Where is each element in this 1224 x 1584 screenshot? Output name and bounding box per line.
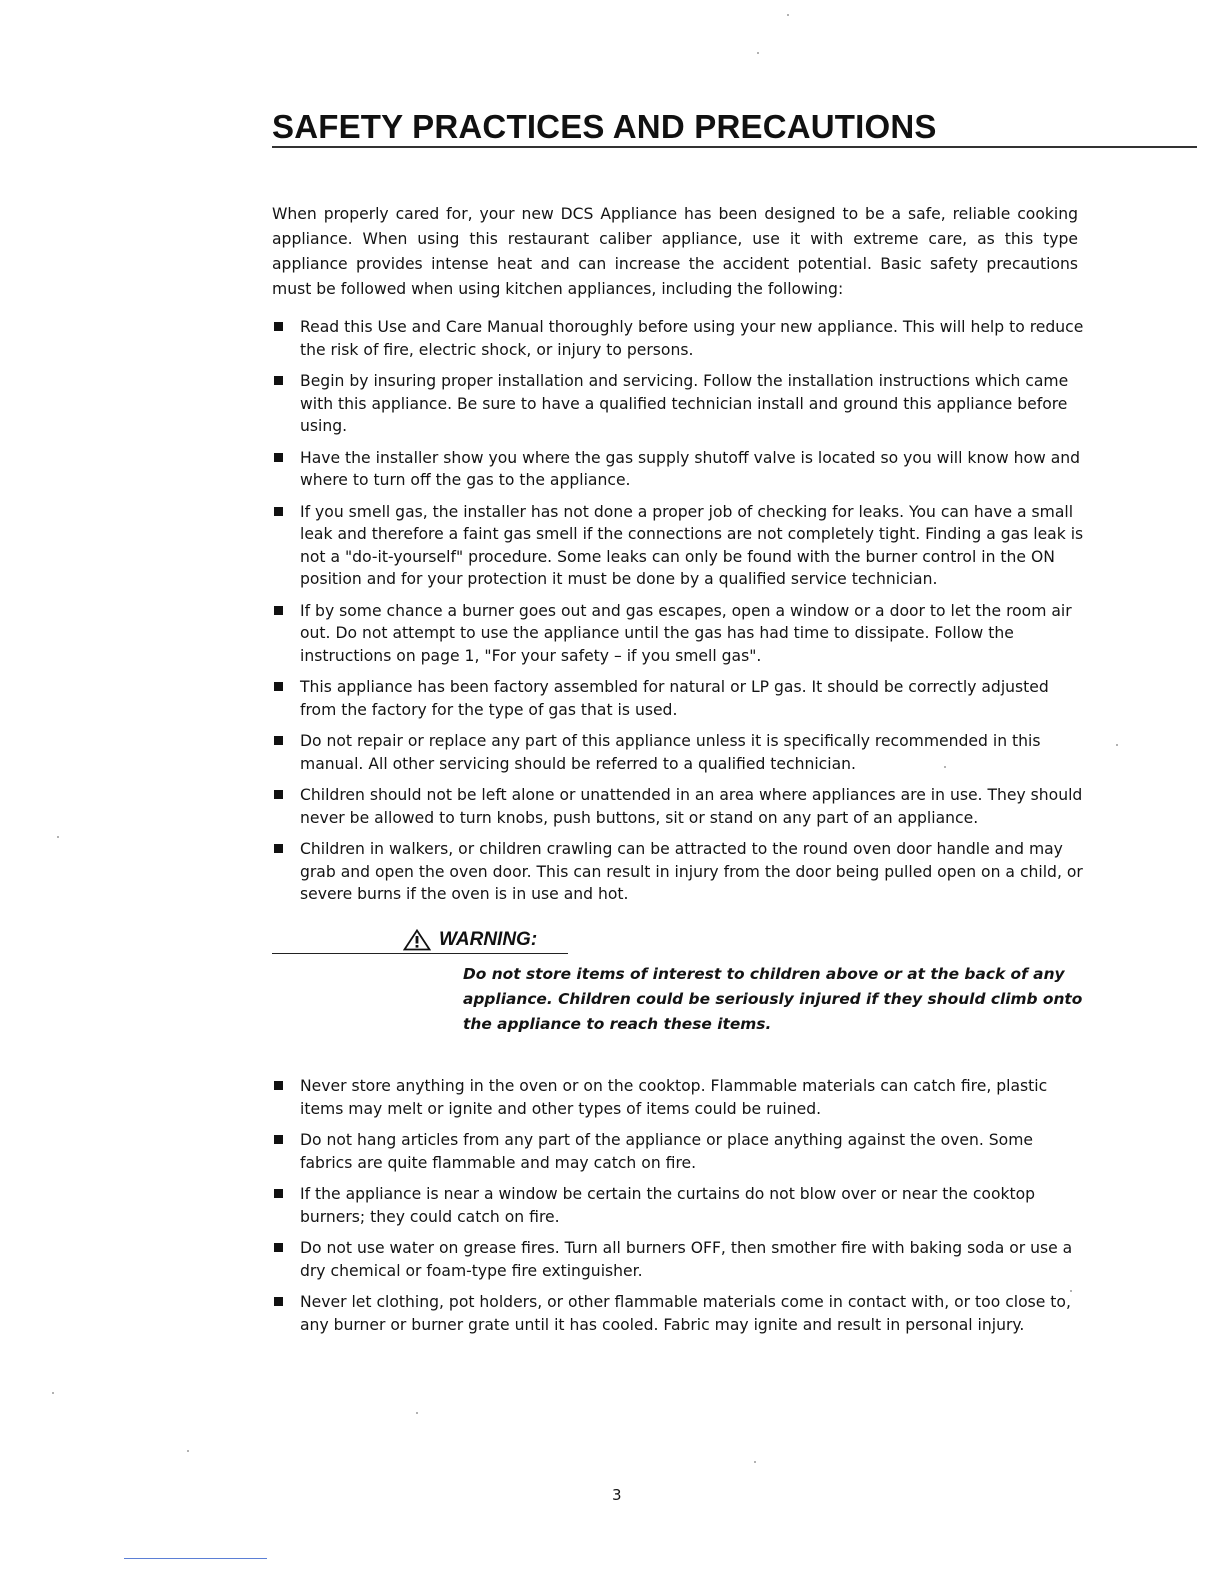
warning-underline — [272, 953, 568, 954]
square-bullet-icon — [274, 1297, 283, 1306]
square-bullet-icon — [274, 844, 283, 853]
square-bullet-icon — [274, 507, 283, 516]
list-item — [272, 1291, 1087, 1336]
list-item — [272, 501, 1087, 591]
scan-speck — [757, 52, 759, 54]
intro-paragraph: When properly cared for, your new DCS Appliance has been designed to be a safe, reliable cooking appliance. When using this restaurant caliber appliance, use it with extreme care, as this type appliance provides intense heat and can increase the accident potential. Basic safety precautions must be followed when using kitchen appliances, including the following: — [272, 205, 1078, 298]
scan-speck — [1070, 1290, 1072, 1292]
square-bullet-icon — [274, 376, 283, 385]
list-item-text: Do not use water on grease fires. Turn all burners OFF, then smother fire with baking soda or use a dry chemical or foam-type fire extinguisher. — [300, 1239, 1073, 1280]
list-item-text: If by some chance a burner goes out and gas escapes, open a window or a door to let the room air out. Do not attempt to use the appliance until the gas has had time to dissipate. Follow the instructions on page 1, "For your safety – if you smell gas". — [300, 601, 1072, 665]
list-item — [272, 600, 1087, 668]
warning-triangle-icon — [403, 929, 431, 951]
list-item — [272, 1183, 1087, 1228]
list-item-text: Never store anything in the oven or on the cooktop. Flammable materials can catch fire, plastic items may melt or ignite and other types of items could be ruined. — [300, 1077, 1048, 1118]
square-bullet-icon — [274, 1189, 283, 1198]
square-bullet-icon — [274, 736, 283, 745]
warning-text: Do not store items of interest to children above or at the back of any appliance. Children could be seriously injured if they should climb onto the appliance to reach these items. — [463, 965, 1083, 1033]
list-item — [272, 838, 1087, 906]
square-bullet-icon — [274, 1081, 283, 1090]
list-item — [272, 370, 1087, 438]
square-bullet-icon — [274, 790, 283, 799]
list-item-text: Have the installer show you where the gas supply shutoff valve is located so you will know how and where to turn off the gas to the appliance. — [300, 448, 1081, 489]
warning-heading-text: WARNING: — [439, 929, 538, 950]
list-item — [272, 784, 1087, 829]
square-bullet-icon — [274, 453, 283, 462]
square-bullet-icon — [274, 322, 283, 331]
scan-speck — [1116, 744, 1118, 746]
list-item — [272, 676, 1087, 721]
list-item-text: Read this Use and Care Manual thoroughly before using your new appliance. This will help to reduce the risk of fire, electric shock, or injury to persons. — [300, 318, 1084, 359]
list-item — [272, 1129, 1087, 1174]
fire-precautions-list — [272, 1075, 1087, 1345]
page-number: 3 — [612, 1486, 622, 1504]
scan-speck — [416, 1412, 418, 1414]
list-item-text: Never let clothing, pot holders, or other flammable materials come in contact with, or too close to, any burner or burner grate until it has cooled. Fabric may ignite and result in personal injury. — [300, 1293, 1071, 1334]
scan-speck — [187, 1450, 189, 1452]
list-item — [272, 1075, 1087, 1120]
square-bullet-icon — [274, 682, 283, 691]
list-item-text: Children should not be left alone or unattended in an area where appliances are in use. They should never be allowed to turn knobs, push buttons, sit or stand on any part of an appliance. — [300, 786, 1083, 827]
scan-speck — [787, 14, 789, 16]
square-bullet-icon — [274, 1243, 283, 1252]
list-item — [272, 1237, 1087, 1282]
scan-speck — [944, 766, 946, 768]
square-bullet-icon — [274, 606, 283, 615]
title-underline — [272, 146, 1197, 148]
list-item-text: Children in walkers, or children crawling can be attracted to the round oven door handle and may grab and open the oven door. This can result in injury from the door being pulled open on a child, or severe burns if the oven is in use and hot. — [300, 840, 1083, 903]
list-item-text: If the appliance is near a window be certain the curtains do not blow over or near the cooktop burners; they could catch on fire. — [300, 1185, 1036, 1226]
list-item-text: If you smell gas, the installer has not done a proper job of checking for leaks. You can have a small leak and therefore a faint gas smell if the connections are not completely tight. Finding a gas leak is not a "do-it-yourself" procedure. Some leaks can only be found with the burner control in the ON position and for your protection it must be done by a qualified service technician. — [300, 502, 1084, 588]
precautions-list — [272, 316, 1087, 915]
list-item-text: Do not hang articles from any part of the appliance or place anything against the oven. Some fabrics are quite flammable and may catch on fire. — [300, 1131, 1033, 1172]
footer-rule — [124, 1558, 267, 1559]
list-item-text: This appliance has been factory assembled for natural or LP gas. It should be correctly adjusted from the factory for the type of gas that is used. — [300, 678, 1049, 719]
list-item-text: Do not repair or replace any part of this appliance unless it is specifically recommended in this manual. All other servicing should be referred to a qualified technician. — [300, 732, 1041, 773]
list-item — [272, 447, 1087, 492]
list-item — [272, 730, 1087, 775]
warning-heading — [403, 929, 537, 951]
scan-speck — [52, 1392, 54, 1394]
page-title: SAFETY PRACTICES AND PRECAUTIONS — [272, 108, 937, 145]
scan-speck — [754, 1461, 756, 1463]
list-item — [272, 316, 1087, 361]
scan-speck — [57, 836, 59, 838]
list-item-text: Begin by insuring proper installation and servicing. Follow the installation instructions which came with this appliance. Be sure to have a qualified technician install and ground this appliance before using. — [300, 372, 1069, 435]
square-bullet-icon — [274, 1135, 283, 1144]
